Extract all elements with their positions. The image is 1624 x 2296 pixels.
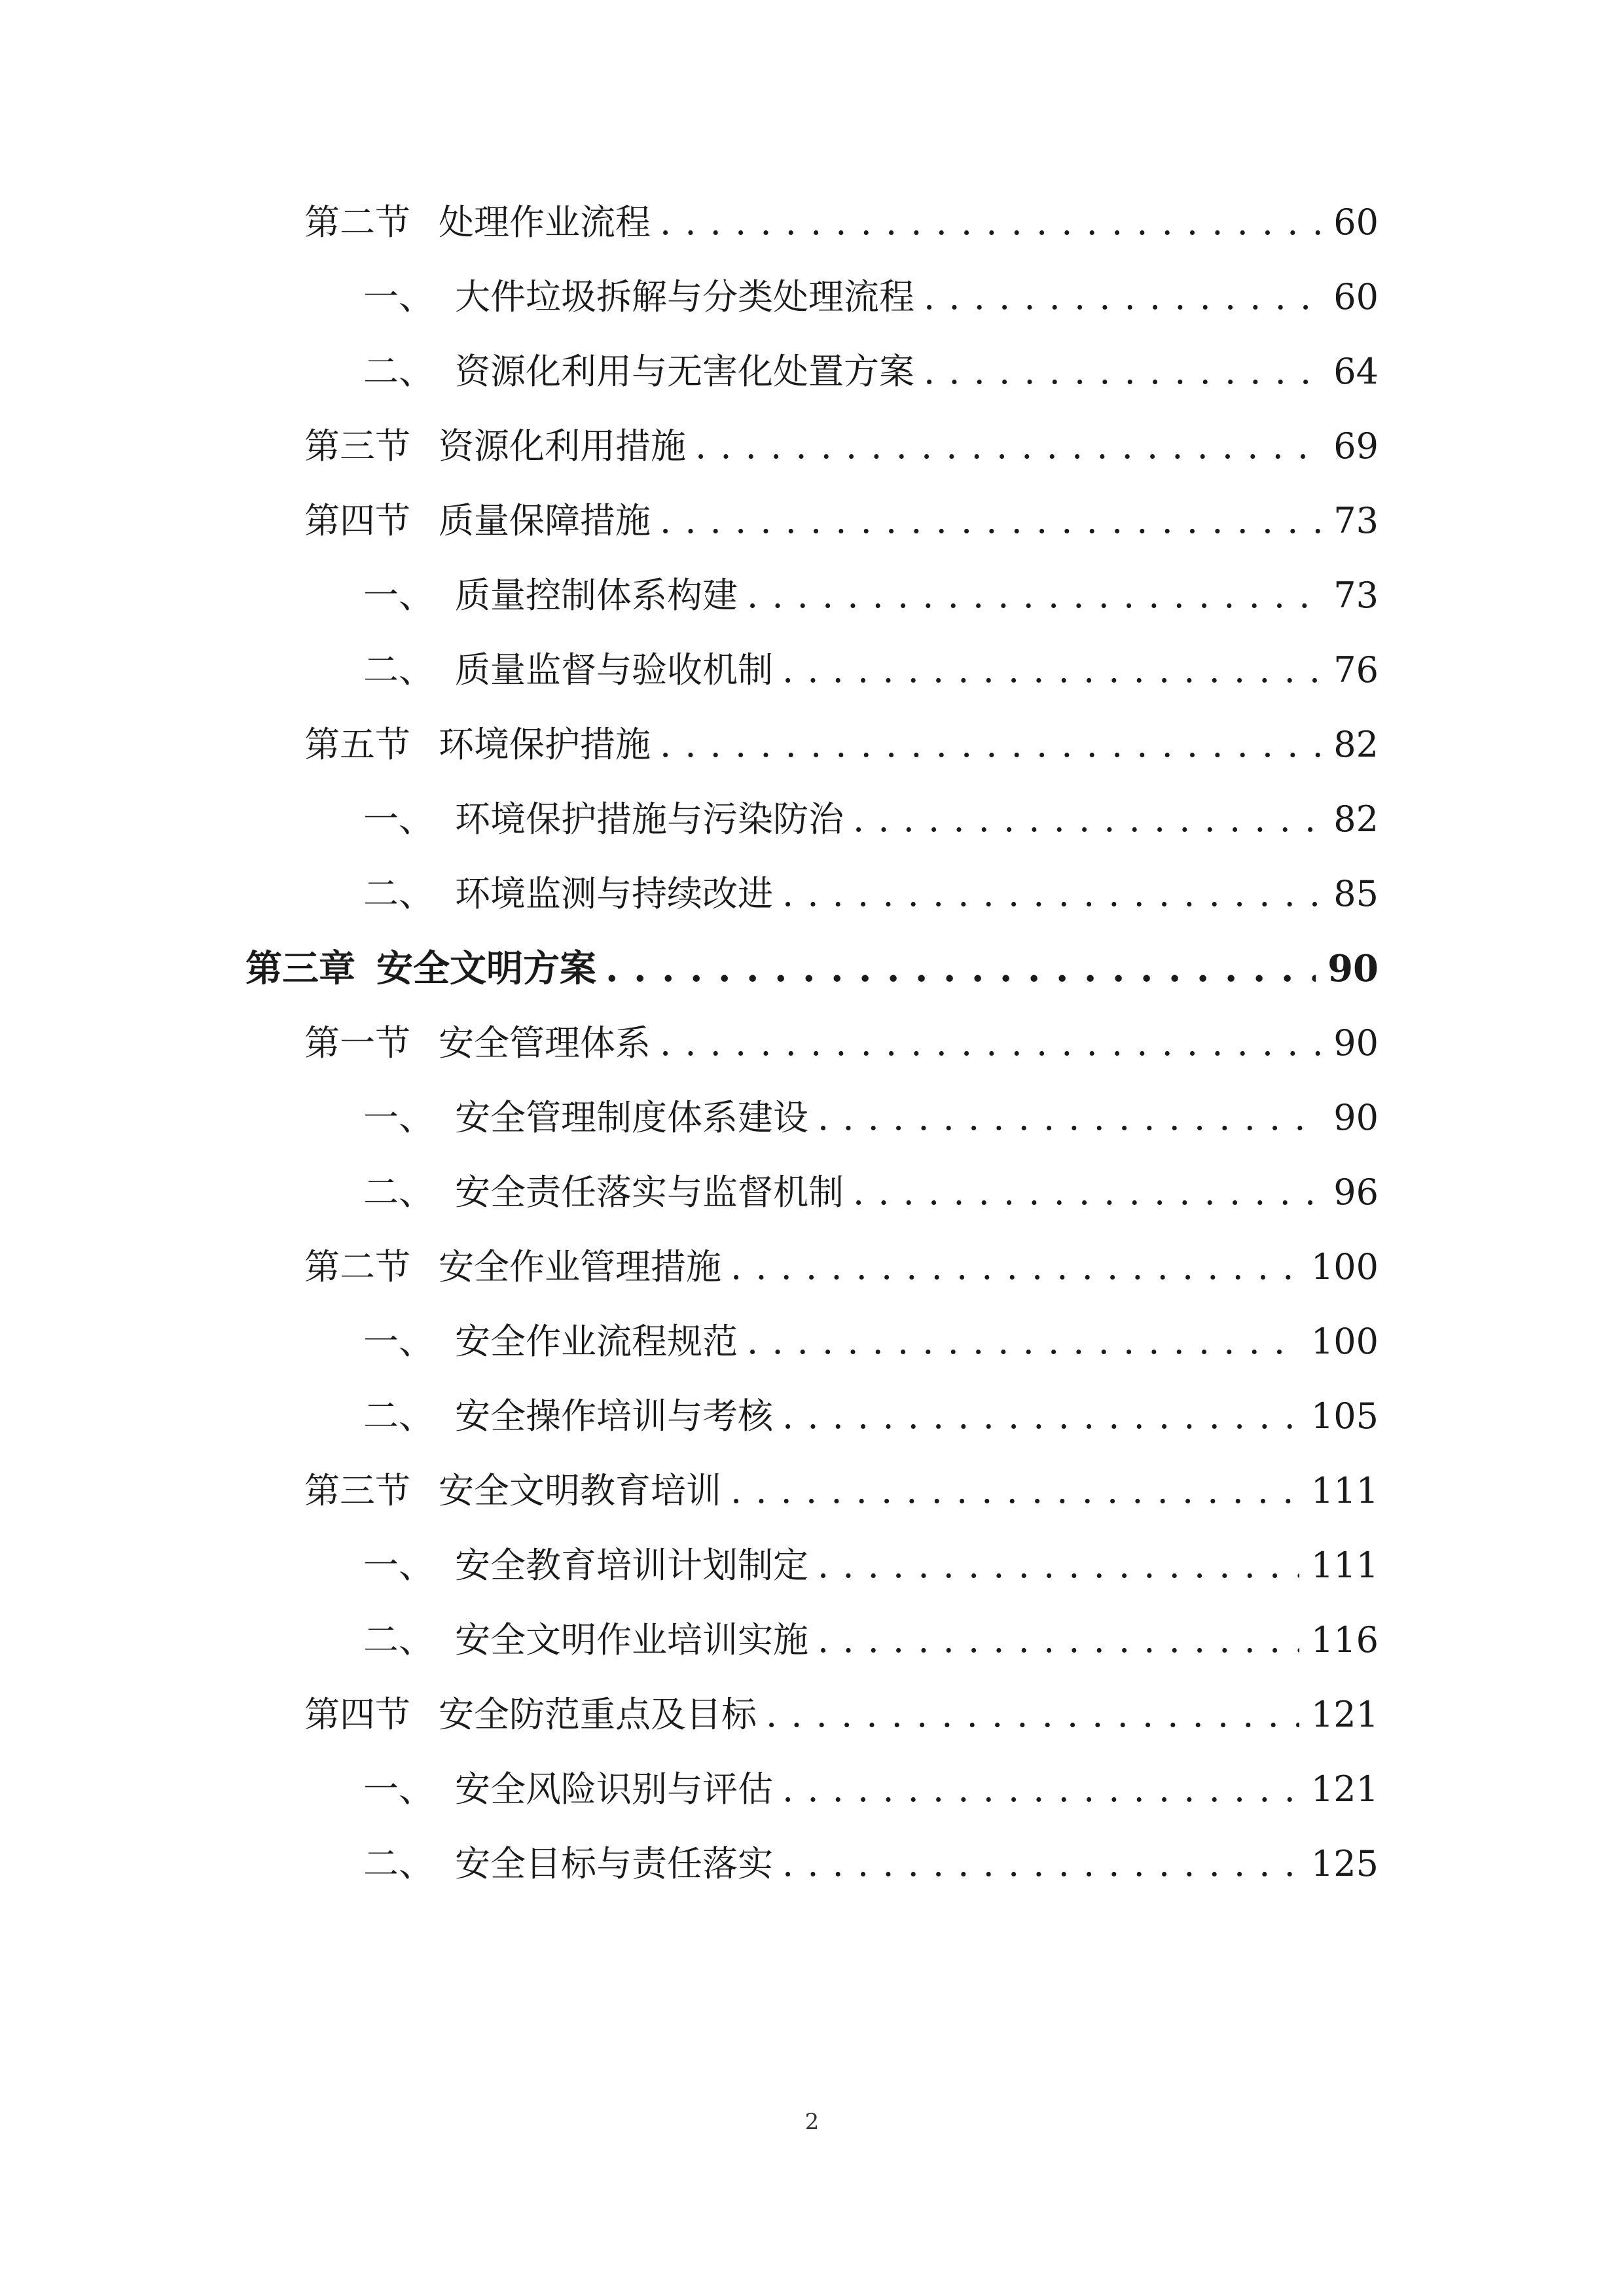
toc-entry[interactable] xyxy=(363,346,1379,398)
toc-entry-label xyxy=(304,495,651,547)
toc-entry-page: 121 xyxy=(1310,1694,1379,1735)
toc-dot-leader xyxy=(605,942,1316,995)
toc-entry[interactable] xyxy=(363,1316,1379,1368)
toc-entry-title: 质量保障措施 xyxy=(439,500,651,541)
toc-entry[interactable] xyxy=(304,196,1379,249)
toc-dot-leader xyxy=(660,719,1322,771)
toc-entry-page: 100 xyxy=(1310,1321,1379,1362)
toc-entry[interactable] xyxy=(363,1614,1379,1666)
toc-entry[interactable] xyxy=(363,793,1379,846)
toc-entry-page: 73 xyxy=(1333,575,1379,616)
toc-entry-number: 第四节 xyxy=(304,500,410,541)
toc-entry-label xyxy=(363,1838,773,1890)
toc-entry-page: 73 xyxy=(1333,500,1379,541)
toc-entry-number: 一、 xyxy=(363,1097,434,1138)
toc-entry[interactable] xyxy=(363,1539,1379,1592)
toc-entry-title: 处理作业流程 xyxy=(439,202,651,243)
toc-entry-title: 环境保护措施 xyxy=(439,724,651,765)
toc-entry-page: 60 xyxy=(1333,202,1379,243)
toc-entry-label xyxy=(363,271,914,323)
toc-entry-title: 安全文明方案 xyxy=(376,947,596,990)
toc-entry[interactable] xyxy=(363,569,1379,622)
toc-entry-title: 资源化利用措施 xyxy=(439,425,686,467)
toc-entry-number: 一、 xyxy=(363,1321,434,1362)
toc-dot-leader xyxy=(782,644,1322,696)
toc-entry-label xyxy=(363,1763,773,1816)
toc-entry-page: 111 xyxy=(1310,1545,1379,1586)
toc-entry-label xyxy=(363,1539,808,1592)
toc-entry-number: 二、 xyxy=(363,649,434,691)
toc-dot-leader xyxy=(818,1539,1299,1592)
toc-entry[interactable] xyxy=(363,1390,1379,1443)
toc-entry-page: 64 xyxy=(1333,351,1379,392)
toc-entry-page: 90 xyxy=(1333,1097,1379,1138)
toc-entry-number: 二、 xyxy=(363,1172,434,1213)
toc-entry-number: 一、 xyxy=(363,1768,434,1810)
toc-entry-number: 一、 xyxy=(363,1545,434,1586)
toc-dot-leader xyxy=(731,1241,1299,1293)
toc-entry[interactable] xyxy=(363,1092,1379,1144)
toc-entry-number: 第二节 xyxy=(304,1246,410,1287)
toc-entry-page: 116 xyxy=(1310,1619,1379,1660)
toc-entry-number: 一、 xyxy=(363,798,434,840)
toc-dot-leader xyxy=(695,420,1322,473)
toc-dot-leader xyxy=(924,271,1322,323)
toc-entry-page: 85 xyxy=(1333,873,1379,914)
toc-entry-page: 82 xyxy=(1333,724,1379,765)
toc-entry-number: 第三章 xyxy=(245,947,355,990)
toc-dot-leader xyxy=(660,495,1322,547)
toc-entry-label xyxy=(304,1017,651,1069)
toc-entry-number: 第三节 xyxy=(304,425,410,467)
toc-entry[interactable] xyxy=(304,420,1379,473)
toc-dot-leader xyxy=(782,868,1322,920)
toc-entry-title: 安全操作培训与考核 xyxy=(455,1395,773,1437)
toc-dot-leader xyxy=(818,1092,1322,1144)
toc-dot-leader xyxy=(853,1166,1322,1219)
toc-dot-leader xyxy=(782,1390,1299,1443)
toc-entry-page: 111 xyxy=(1310,1470,1379,1511)
toc-entry-title: 安全责任落实与监督机制 xyxy=(455,1172,844,1213)
toc-entry-title: 安全教育培训计划制定 xyxy=(455,1545,808,1586)
toc-entry-number: 第一节 xyxy=(304,1022,410,1064)
toc-entry-number: 二、 xyxy=(363,873,434,914)
toc-entry-page: 60 xyxy=(1333,276,1379,317)
toc-entry-number: 第三节 xyxy=(304,1470,410,1511)
toc-entry-page: 90 xyxy=(1333,1022,1379,1064)
toc-dot-leader xyxy=(660,1017,1322,1069)
toc-entry-page: 105 xyxy=(1310,1395,1379,1437)
toc-entry-title: 安全作业流程规范 xyxy=(455,1321,738,1362)
toc-entry-number: 一、 xyxy=(363,276,434,317)
toc-entry-page: 82 xyxy=(1333,798,1379,840)
toc-entry-title: 环境保护措施与污染防治 xyxy=(455,798,844,840)
toc-entry[interactable] xyxy=(363,271,1379,323)
toc-dot-leader xyxy=(853,793,1322,846)
toc-entry-label xyxy=(304,420,686,473)
toc-dot-leader xyxy=(731,1465,1299,1517)
toc-entry[interactable] xyxy=(363,1763,1379,1816)
toc-entry-title: 质量控制体系构建 xyxy=(455,575,738,616)
toc-entry-label xyxy=(363,1316,738,1368)
toc-entry[interactable] xyxy=(304,495,1379,547)
toc-entry-number: 二、 xyxy=(363,1843,434,1884)
toc-entry-label xyxy=(304,196,651,249)
toc-entry-label xyxy=(363,1614,808,1666)
toc-entry[interactable] xyxy=(304,719,1379,771)
toc-entry-title: 安全文明作业培训实施 xyxy=(455,1619,808,1660)
toc-entry-title: 安全风险识别与评估 xyxy=(455,1768,773,1810)
toc-entry-number: 二、 xyxy=(363,351,434,392)
toc-entry-page: 76 xyxy=(1333,649,1379,691)
toc-entry[interactable] xyxy=(363,868,1379,920)
toc-dot-leader xyxy=(782,1763,1299,1816)
toc-entry-number: 第四节 xyxy=(304,1694,410,1735)
toc-entry-page: 121 xyxy=(1310,1768,1379,1810)
toc-entry-number: 第二节 xyxy=(304,202,410,243)
toc-dot-leader xyxy=(924,346,1322,398)
toc-dot-leader xyxy=(818,1614,1299,1666)
toc-entry-page: 69 xyxy=(1333,425,1379,467)
toc-dot-leader xyxy=(747,569,1322,622)
toc-entry-page: 100 xyxy=(1310,1246,1379,1287)
toc-dot-leader xyxy=(766,1689,1299,1741)
toc-entry-page: 96 xyxy=(1333,1172,1379,1213)
toc-entry-label xyxy=(363,793,844,846)
toc-dot-leader xyxy=(660,196,1322,249)
toc-entry-title: 安全文明教育培训 xyxy=(439,1470,721,1511)
toc-entry-label xyxy=(304,719,651,771)
toc-entry[interactable] xyxy=(304,1017,1379,1069)
toc-entry-label xyxy=(363,569,738,622)
toc-entry[interactable] xyxy=(363,1838,1379,1890)
toc-entry[interactable] xyxy=(304,1465,1379,1517)
toc-entry-label xyxy=(304,1689,757,1741)
toc-entry-label xyxy=(363,1166,844,1219)
toc-entry-number: 二、 xyxy=(363,1395,434,1437)
toc-entry-number: 二、 xyxy=(363,1619,434,1660)
toc-entry-label xyxy=(363,1390,773,1443)
page-number: 2 xyxy=(804,2109,820,2135)
toc-dot-leader xyxy=(782,1838,1299,1890)
toc-entry-title: 环境监测与持续改进 xyxy=(455,873,773,914)
toc-entry-title: 安全管理体系 xyxy=(439,1022,651,1064)
toc-entry-label xyxy=(363,346,914,398)
toc-dot-leader xyxy=(747,1316,1299,1368)
toc-entry-title: 大件垃圾拆解与分类处理流程 xyxy=(455,276,914,317)
toc-entry[interactable] xyxy=(304,1689,1379,1741)
toc-entry-title: 安全目标与责任落实 xyxy=(455,1843,773,1884)
toc-entry-label xyxy=(363,1092,808,1144)
toc-entry-label xyxy=(304,1465,721,1517)
toc-entry[interactable] xyxy=(363,1166,1379,1219)
toc-entry-title: 安全防范重点及目标 xyxy=(439,1694,757,1735)
toc-entry[interactable] xyxy=(245,942,1379,995)
toc-entry-number: 一、 xyxy=(363,575,434,616)
toc-entry-number: 第五节 xyxy=(304,724,410,765)
toc-entry[interactable] xyxy=(304,1241,1379,1293)
toc-entry-title: 质量监督与验收机制 xyxy=(455,649,773,691)
toc-entry-page: 125 xyxy=(1310,1843,1379,1884)
toc-entry-label xyxy=(304,1241,721,1293)
toc-entry-label xyxy=(245,942,596,995)
toc-entry-label xyxy=(363,644,773,696)
toc-entry-title: 安全作业管理措施 xyxy=(439,1246,721,1287)
toc-entry-label xyxy=(363,868,773,920)
toc-entry-page: 90 xyxy=(1327,947,1379,990)
toc-entry-title: 安全管理制度体系建设 xyxy=(455,1097,808,1138)
toc-entry[interactable] xyxy=(363,644,1379,696)
toc-entry-title: 资源化利用与无害化处置方案 xyxy=(455,351,914,392)
